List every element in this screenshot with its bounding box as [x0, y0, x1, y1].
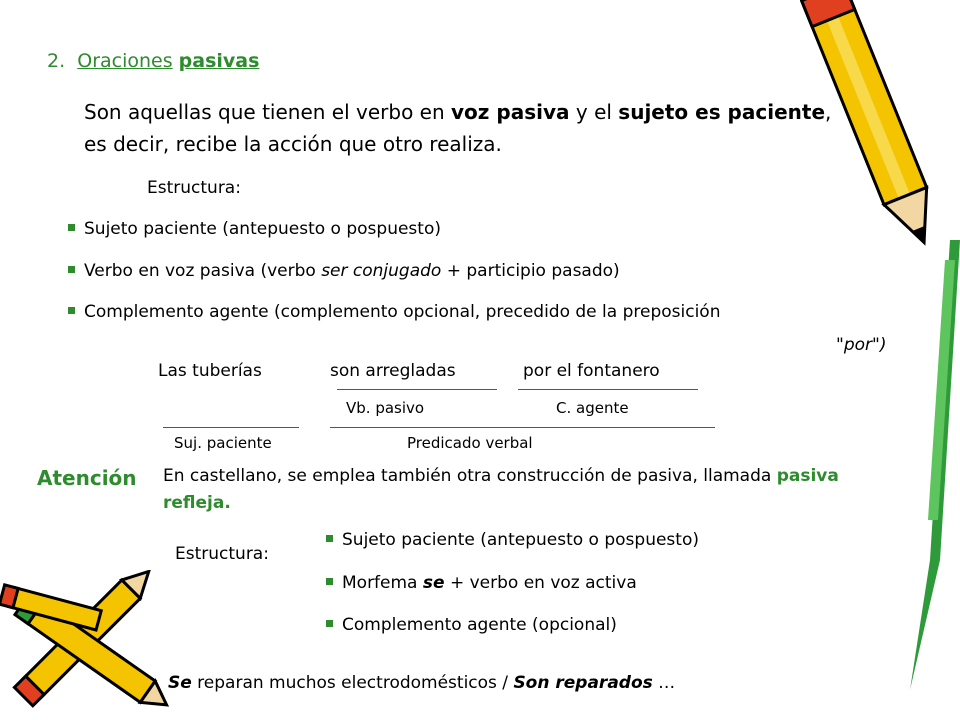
intro-bold-2: sujeto es paciente	[618, 100, 826, 124]
attention-paragraph	[163, 463, 883, 517]
example-subject: Las tuberías	[158, 361, 262, 381]
pencil-icon	[800, 0, 960, 700]
structure-item-text: + participio pasado)	[441, 261, 620, 281]
refleja-item-2	[326, 573, 637, 593]
title-text: Oraciones	[77, 50, 173, 72]
structure-item-text: Sujeto paciente (antepuesto o pospuesto)	[84, 219, 441, 239]
final-italic-1: Se	[168, 673, 192, 693]
refleja-item-italic: se	[422, 573, 445, 593]
final-text-1: reparan muchos electrodomésticos /	[191, 673, 514, 693]
final-example	[168, 673, 675, 693]
predicate-label: Predicado verbal	[407, 434, 533, 452]
attention-text: En castellano, se emplea también otra construcción de pasiva, llamada	[163, 466, 777, 486]
structure-item-text: Complemento agente (complemento opcional, precedido de la preposición	[84, 302, 721, 322]
structure-item-3-continuation: "por")	[836, 335, 887, 355]
refleja-item-3	[326, 615, 617, 635]
section-title	[47, 50, 259, 72]
bullet-icon	[326, 535, 333, 542]
intro-bold-1: voz pasiva	[451, 100, 570, 124]
refleja-item-text: Morfema	[342, 573, 423, 593]
intro-paragraph	[84, 96, 844, 160]
example-agent: por el fontanero	[523, 361, 660, 381]
bullet-icon	[68, 224, 75, 231]
attention-bold: pasiva refleja.	[163, 466, 839, 513]
structure-item-italic: ser conjugado	[321, 261, 442, 281]
refleja-item-text: + verbo en voz activa	[444, 573, 637, 593]
subject-label: Suj. paciente	[174, 434, 272, 452]
title-highlight: pasivas	[178, 50, 260, 72]
predicate-underline	[330, 427, 715, 428]
intro-text-3: , es decir, recibe la acción que otro realiza.	[84, 100, 832, 156]
refleja-item-1	[326, 530, 699, 550]
verb-underline	[337, 389, 497, 390]
bullet-icon	[326, 578, 333, 585]
final-text-2: …	[652, 673, 676, 693]
agent-underline	[518, 389, 698, 390]
structure-item-text: Verbo en voz pasiva (verbo	[84, 261, 322, 281]
structure2-label: Estructura:	[175, 544, 269, 564]
intro-text-1: Son aquellas que tienen el verbo en	[84, 100, 452, 124]
intro-text-2: y el	[569, 100, 619, 124]
structure-item-1	[68, 219, 441, 239]
structure-item-2	[68, 261, 620, 281]
structure-label: Estructura:	[147, 178, 241, 198]
verb-label: Vb. pasivo	[346, 399, 425, 417]
refleja-item-text: Complemento agente (opcional)	[342, 615, 617, 635]
refleja-item-text: Sujeto paciente (antepuesto o pospuesto)	[342, 530, 699, 550]
agent-label: C. agente	[556, 399, 629, 417]
structure-item-3	[68, 302, 720, 322]
bullet-icon	[326, 620, 333, 627]
example-verb: son arregladas	[330, 361, 456, 381]
attention-label: Atención	[37, 466, 137, 490]
final-italic-2: Son reparados	[513, 673, 653, 693]
bullet-icon	[68, 307, 75, 314]
subject-underline	[163, 427, 299, 428]
bullet-icon	[68, 266, 75, 273]
title-number: 2.	[47, 50, 66, 72]
pencils-icon	[0, 570, 190, 720]
